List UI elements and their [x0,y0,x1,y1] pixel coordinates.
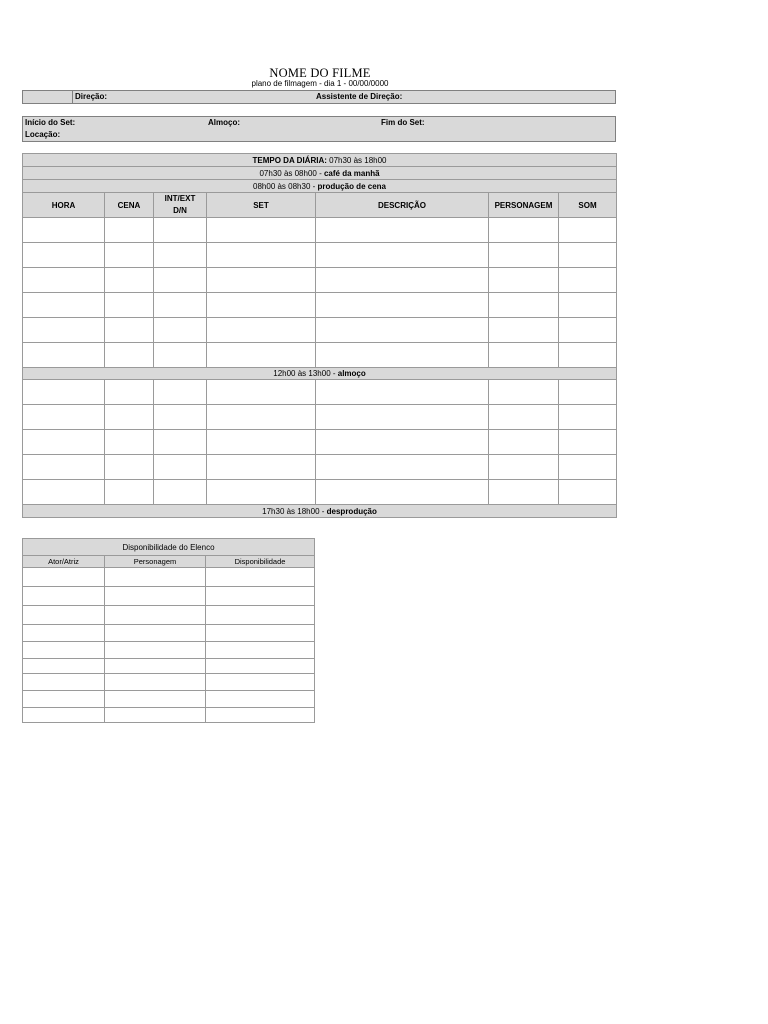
table-cell[interactable] [207,405,316,430]
production-label: produção de cena [317,181,386,191]
table-cell[interactable] [23,642,105,659]
table-cell[interactable] [105,691,206,708]
table-cell[interactable] [105,659,206,674]
table-cell[interactable] [207,343,316,368]
table-cell[interactable] [316,318,489,343]
table-cell[interactable] [206,708,315,723]
table-row [23,587,315,606]
table-cell[interactable] [105,293,154,318]
table-cell[interactable] [206,691,315,708]
breakfast-label: café da manhã [323,168,380,178]
cast-col-availability: Disponibilidade [206,556,315,568]
table-row [23,405,617,430]
table-cell[interactable] [23,674,105,691]
lunch-time: 12h00 às 13h00 - [273,369,338,378]
table-cell[interactable] [207,218,316,243]
table-cell[interactable] [105,318,154,343]
table-cell[interactable] [105,243,154,268]
table-cell[interactable] [154,455,207,480]
table-cell[interactable] [489,343,559,368]
table-cell[interactable] [154,293,207,318]
table-cell[interactable] [105,674,206,691]
col-header-cena: CENA [105,193,154,218]
set-info-box [22,116,616,142]
table-cell[interactable] [206,587,315,606]
wrap-row [23,505,617,518]
table-cell[interactable] [559,405,617,430]
table-cell[interactable] [23,343,105,368]
table-cell[interactable] [154,380,207,405]
table-cell[interactable] [489,380,559,405]
table-cell[interactable] [206,606,315,625]
film-title: NOME DO FILME [269,66,371,80]
table-cell[interactable] [207,480,316,505]
table-cell[interactable] [559,243,617,268]
crew-bar [22,90,616,104]
table-row [23,625,315,642]
breakfast-row [23,167,617,180]
table-cell[interactable] [154,430,207,455]
table-cell[interactable] [23,318,105,343]
table-cell[interactable] [154,268,207,293]
table-cell[interactable] [23,218,105,243]
table-cell[interactable] [316,268,489,293]
table-cell[interactable] [316,243,489,268]
day-time-value: 07h30 às 18h00 [326,155,387,165]
table-cell[interactable] [23,480,105,505]
table-cell[interactable] [206,642,315,659]
table-cell[interactable] [316,380,489,405]
table-cell[interactable] [154,243,207,268]
table-cell[interactable] [559,430,617,455]
table-cell[interactable] [559,380,617,405]
table-cell[interactable] [316,405,489,430]
table-cell[interactable] [23,293,105,318]
table-cell[interactable] [207,318,316,343]
table-cell[interactable] [154,405,207,430]
table-cell[interactable] [559,480,617,505]
table-cell[interactable] [489,430,559,455]
table-row [23,268,617,293]
table-cell[interactable] [207,293,316,318]
table-cell[interactable] [316,293,489,318]
cast-col-character: Personagem [105,556,206,568]
table-row [23,318,617,343]
table-cell[interactable] [207,243,316,268]
table-row [23,659,315,674]
table-row [23,430,617,455]
set-start-label: Início do Set: [25,118,76,127]
table-cell[interactable] [23,625,105,642]
cast-col-actor: Ator/Atriz [23,556,105,568]
table-cell[interactable] [105,268,154,293]
table-cell[interactable] [23,587,105,606]
table-cell[interactable] [559,268,617,293]
shooting-schedule-table [22,153,617,518]
table-cell[interactable] [105,568,206,587]
production-row [23,180,617,193]
table-cell[interactable] [105,405,154,430]
table-row [23,380,617,405]
table-cell[interactable] [559,343,617,368]
table-cell[interactable] [23,380,105,405]
cast-rows [23,568,315,723]
table-row [23,218,617,243]
table-cell[interactable] [154,480,207,505]
table-cell[interactable] [316,430,489,455]
wrap-label: desprodução [326,506,377,516]
table-cell[interactable] [23,405,105,430]
table-cell[interactable] [105,587,206,606]
morning-rows [23,218,617,368]
col-header-hora: HORA [23,193,105,218]
table-cell[interactable] [206,625,315,642]
table-cell[interactable] [23,243,105,268]
table-cell[interactable] [105,430,154,455]
table-cell[interactable] [489,268,559,293]
table-cell[interactable] [206,674,315,691]
table-cell[interactable] [559,455,617,480]
table-cell[interactable] [23,455,105,480]
table-cell[interactable] [23,708,105,723]
table-cell[interactable] [489,218,559,243]
set-end-label: Fim do Set: [381,118,425,127]
table-cell[interactable] [559,318,617,343]
col-header-set: SET [207,193,316,218]
table-cell[interactable] [206,659,315,674]
table-cell[interactable] [23,691,105,708]
table-cell[interactable] [207,380,316,405]
table-cell[interactable] [105,606,206,625]
day-time-row [23,154,617,167]
table-cell[interactable] [154,218,207,243]
table-row [23,455,617,480]
crew-bar-divider [72,91,73,103]
table-cell[interactable] [316,343,489,368]
table-cell[interactable] [489,405,559,430]
table-cell[interactable] [105,455,154,480]
table-row [23,343,617,368]
table-cell[interactable] [23,606,105,625]
table-cell[interactable] [206,568,315,587]
table-cell[interactable] [207,430,316,455]
table-row [23,642,315,659]
schedule-subtitle: plano de filmagem - dia 1 - 00/00/0000 [251,79,389,88]
table-cell[interactable] [23,659,105,674]
wrap-time: 17h30 às 18h00 - [262,506,327,516]
table-cell[interactable] [489,480,559,505]
direction-label: Direção: [75,92,108,101]
table-cell[interactable] [105,642,206,659]
table-cell[interactable] [489,293,559,318]
table-cell[interactable] [559,293,617,318]
table-cell[interactable] [316,218,489,243]
table-cell[interactable] [23,268,105,293]
table-cell[interactable] [105,625,206,642]
col-header-descricao: DESCRIÇÃO [316,193,489,218]
table-row [23,691,315,708]
lunch-label: Almoço: [208,118,240,127]
col-header-int-ext: INT/EXT D/N [154,193,207,218]
table-cell[interactable] [154,318,207,343]
table-cell[interactable] [489,318,559,343]
production-time: 08h00 às 08h30 - [253,181,318,191]
table-cell[interactable] [207,268,316,293]
table-row [23,293,617,318]
table-cell[interactable] [207,455,316,480]
lunch-break-label: almoço [337,369,366,378]
col-header-personagem: PERSONAGEM [489,193,559,218]
table-cell[interactable] [154,343,207,368]
table-cell[interactable] [559,218,617,243]
location-label: Locação: [25,130,61,139]
table-cell[interactable] [23,430,105,455]
table-row [23,568,315,587]
table-cell[interactable] [105,708,206,723]
cast-availability-table [22,538,315,723]
table-row [23,606,315,625]
table-cell[interactable] [23,568,105,587]
table-row [23,480,617,505]
cast-table-title: Disponibilidade do Elenco [23,539,315,556]
table-cell[interactable] [105,380,154,405]
table-cell[interactable] [316,455,489,480]
table-row [23,674,315,691]
table-cell[interactable] [105,480,154,505]
afternoon-rows [23,380,617,505]
table-cell[interactable] [316,480,489,505]
table-cell[interactable] [105,218,154,243]
lunch-row [23,368,617,380]
col-header-som: SOM [559,193,617,218]
column-header-row [23,193,617,218]
table-cell[interactable] [105,343,154,368]
table-cell[interactable] [489,243,559,268]
table-row [23,243,617,268]
breakfast-time: 07h30 às 08h00 - [259,168,324,178]
day-time-label: TEMPO DA DIÁRIA: [252,155,327,165]
table-cell[interactable] [489,455,559,480]
assistant-director-label: Assistente de Direção: [316,92,403,101]
table-row [23,708,315,723]
